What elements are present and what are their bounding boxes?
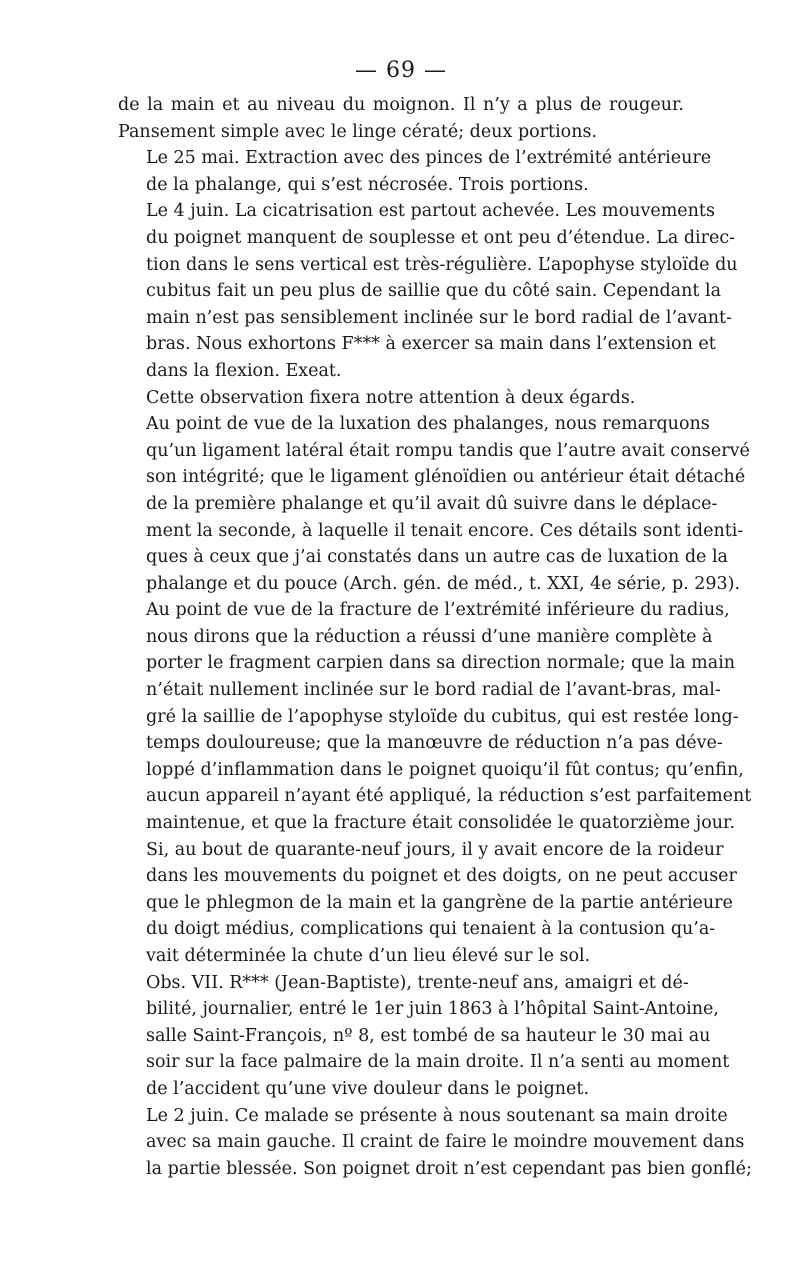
paragraph xyxy=(118,597,752,969)
text-line: Le 25 mai. Extraction avec des pinces de l’extrémité antérieure xyxy=(146,148,712,169)
text-line: qu’un ligament latéral était rompu tandis que l’autre avait conservé xyxy=(146,440,750,461)
text-line: Cette observation fixera notre attention à deux égards. xyxy=(146,387,636,408)
text-line: la partie blessée. Son poignet droit n’est cependant pas bien gonflé; xyxy=(146,1158,752,1179)
text-line: ment la seconde, à laquelle il tenait encore. Ces détails sont identi- xyxy=(146,520,744,541)
text-line: de la phalange, qui s’est nécrosée. Trois portions. xyxy=(146,174,589,195)
paragraph xyxy=(118,385,684,412)
paragraph xyxy=(118,970,730,1103)
text-line: Le 2 juin. Ce malade se présente à nous soutenant sa main droite xyxy=(146,1105,728,1126)
text-line: de la main et au niveau du moignon. Il n’y a plus de rougeur. xyxy=(118,95,684,115)
text-line: de l’accident qu’une vive douleur dans le poignet. xyxy=(146,1078,590,1099)
body-text xyxy=(118,92,752,1182)
text-line: vait déterminée la chute d’un lieu élevé sur le sol. xyxy=(146,946,591,966)
text-line: nous dirons que la réduction a réussi d’une manière complète à xyxy=(146,626,713,647)
text-line: bras. Nous exhortons F*** à exercer sa main dans l’extension et xyxy=(146,334,716,355)
document-page xyxy=(118,58,752,1182)
text-line: cubitus fait un peu plus de saillie que du côté sain. Cependant la xyxy=(146,281,722,302)
text-line: du poignet manquent de souplesse et ont peu d’étendue. La direc- xyxy=(146,227,736,248)
text-line: dans les mouvements du poignet et des doigts, on ne peut accuser xyxy=(146,866,737,887)
text-line: porter le fragment carpien dans sa direction normale; que la main xyxy=(146,653,736,674)
text-line: aucun appareil n’ayant été appliqué, la réduction s’est parfaitement xyxy=(146,786,752,807)
text-line: loppé d’inflammation dans le poignet quoiqu’il fût contus; qu’enfin, xyxy=(146,759,744,780)
text-line: avec sa main gauche. Il craint de faire le moindre mouvement dans xyxy=(146,1132,745,1153)
text-line: Le 4 juin. La cicatrisation est partout achevée. Les mouvements xyxy=(146,201,715,222)
text-line: gré la saillie de l’apophyse styloïde du cubitus, qui est restée long- xyxy=(146,706,739,727)
paragraph xyxy=(118,411,750,597)
text-line: n’était nullement inclinée sur le bord radial de l’avant-bras, mal- xyxy=(146,680,721,701)
text-line: du doigt médius, complications qui tenaient à la contusion qu’a- xyxy=(146,919,716,940)
paragraph xyxy=(118,145,712,198)
text-line: Au point de vue de la luxation des phalanges, nous remarquons xyxy=(146,414,710,435)
text-line: Obs. VII. R*** (Jean-Baptiste), trente-neuf ans, amaigri et dé- xyxy=(146,972,689,993)
text-line: bilité, journalier, entré le 1er juin 1863 à l’hôpital Saint-Antoine, xyxy=(146,999,719,1020)
paragraph xyxy=(118,198,738,384)
text-line: phalange et du pouce (Arch. gén. de méd., t. XXI, 4e série, p. 293). xyxy=(146,573,741,594)
text-line: tion dans le sens vertical est très-régulière. L’apophyse styloïde du xyxy=(146,254,738,275)
text-line: Pansement simple avec le linge cératé; deux portions. xyxy=(118,121,598,142)
text-line: ques à ceux que j’ai constatés dans un autre cas de luxation de la xyxy=(146,547,728,568)
paragraph xyxy=(118,92,684,145)
page-number: — 69 — xyxy=(355,58,447,83)
text-line: soir sur la face palmaire de la main droite. Il n’a senti au moment xyxy=(146,1052,730,1073)
text-line: de la première phalange et qu’il avait dû suivre dans le déplace- xyxy=(146,493,718,514)
text-line: dans la flexion. Exeat. xyxy=(146,360,342,381)
text-line: son intégrité; que le ligament glénoïdien ou antérieur était détaché xyxy=(146,467,746,488)
text-line: Si, au bout de quarante-neuf jours, il y avait encore de la roideur xyxy=(146,839,724,860)
text-line: salle Saint-François, nº 8, est tombé de sa hauteur le 30 mai au xyxy=(146,1025,711,1046)
text-line: main n’est pas sensiblement inclinée sur le bord radial de l’avant- xyxy=(146,307,732,328)
text-line: maintenue, et que la fracture était consolidée le quatorzième jour. xyxy=(146,813,736,834)
text-line: que le phlegmon de la main et la gangrène de la partie antérieure xyxy=(146,892,733,913)
paragraph xyxy=(118,1103,752,1183)
text-line: Au point de vue de la fracture de l’extrémité inférieure du radius, xyxy=(146,600,730,621)
text-line: temps douloureuse; que la manœuvre de réduction n’a pas déve- xyxy=(146,733,723,754)
